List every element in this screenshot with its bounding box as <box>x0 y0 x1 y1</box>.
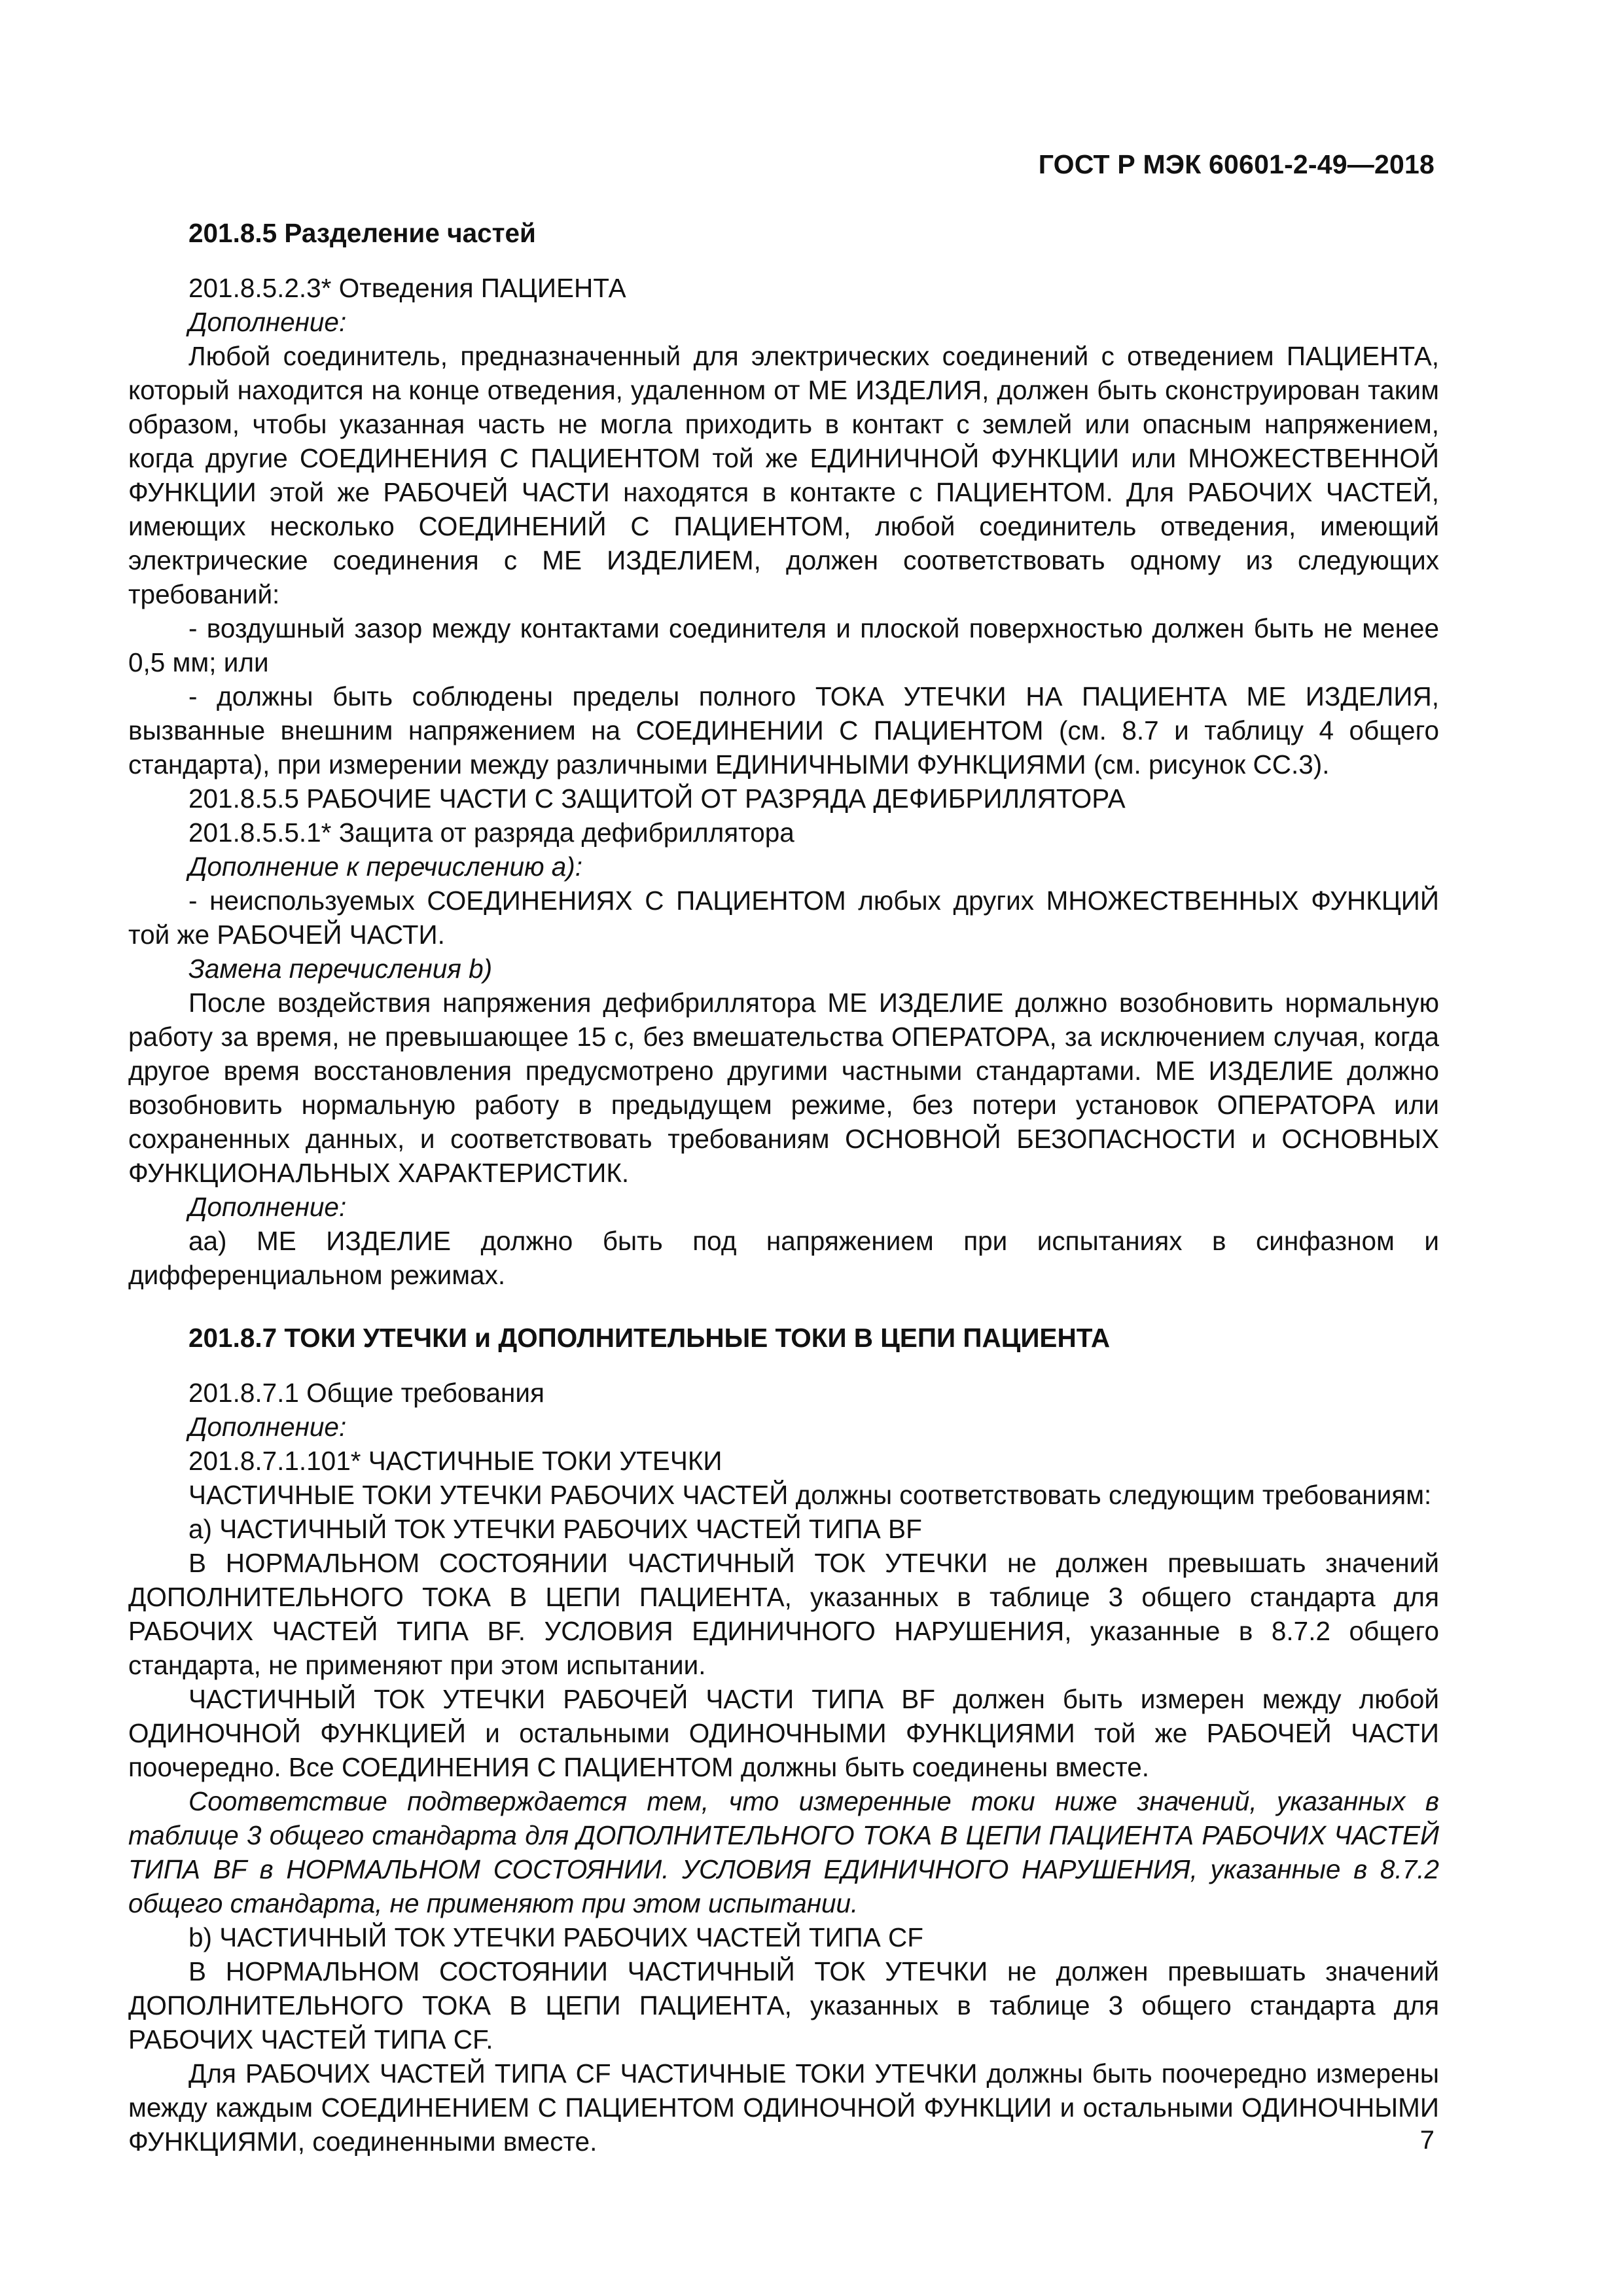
paragraph: В НОРМАЛЬНОМ СОСТОЯНИИ ЧАСТИЧНЫЙ ТОК УТЕЧКИ не должен превышать значений ДОПОЛНИТЕЛЬНОГО ТОКА В ЦЕПИ ПАЦИЕНТА, указанных в таблице 3 общего стандарта для РАБОЧИХ ЧАСТЕЙ ТИПА CF. <box>128 1956 1439 2054</box>
paragraph: аа) МЕ ИЗДЕЛИЕ должно быть под напряжением при испытаниях в синфазном и дифференциальном режимах. <box>128 1226 1439 1290</box>
italic-paragraph: Дополнение: <box>188 307 347 337</box>
paragraph: 201.8.5.5.1* Защита от разряда дефибриллятора <box>188 817 794 848</box>
paragraph: 201.8.5.2.3* Отведения ПАЦИЕНТА <box>188 273 626 303</box>
paragraph: b) ЧАСТИЧНЫЙ ТОК УТЕЧКИ РАБОЧИХ ЧАСТЕЙ ТИПА CF <box>188 1922 924 1952</box>
paragraph: - неиспользуемых СОЕДИНЕНИЯХ С ПАЦИЕНТОМ любых других МНОЖЕСТВЕННЫХ ФУНКЦИЙ той же РАБОЧЕЙ ЧАСТИ. <box>128 886 1439 950</box>
document-header: ГОСТ Р МЭК 60601-2-49—2018 <box>1038 149 1435 179</box>
paragraph: 201.8.7.1.101* ЧАСТИЧНЫЕ ТОКИ УТЕЧКИ <box>188 1446 722 1476</box>
paragraph: Для РАБОЧИХ ЧАСТЕЙ ТИПА CF ЧАСТИЧНЫЕ ТОКИ УТЕЧКИ должны быть поочередно измерены между каждым СОЕДИНЕНИЕМ С ПАЦИЕНТОМ ОДИНОЧНОЙ ФУНКЦИИ и остальными ОДИНОЧНЫМИ ФУНКЦИЯМИ, соединенными вместе. <box>128 2058 1439 2157</box>
paragraph: ЧАСТИЧНЫЙ ТОК УТЕЧКИ РАБОЧЕЙ ЧАСТИ ТИПА BF должен быть измерен между любой ОДИНОЧНОЙ ФУНКЦИЕЙ и остальными ОДИНОЧНЫМИ ФУНКЦИЯМИ той же РАБОЧЕЙ ЧАСТИ поочередно. Все СОЕДИНЕНИЯ С ПАЦИЕНТОМ должны быть соединены вместе. <box>128 1684 1439 1782</box>
section-heading: 201.8.5 Разделение частей <box>188 218 536 248</box>
paragraph: После воздействия напряжения дефибриллятора МЕ ИЗДЕЛИЕ должно возобновить нормальную работу за время, не превышающее 15 с, без вмешательства ОПЕРАТОРА, за исключением случая, когда другое время восстановления предусмотрено другими частными стандартами. МЕ ИЗДЕЛИЕ должно возобновить нормальную работу в предыдущем режиме, без потери установок ОПЕРАТОРА или сохраненных данных, и соответствовать требованиям ОСНОВНОЙ БЕЗОПАСНОСТИ и ОСНОВНЫХ ФУНКЦИОНАЛЬНЫХ ХАРАКТЕРИСТИК. <box>128 988 1439 1188</box>
paragraph: Любой соединитель, предназначенный для электрических соединений с отведением ПАЦИЕНТА, который находится на конце отведения, удаленном от МЕ ИЗДЕЛИЯ, должен быть сконструирован таким образом, чтобы указанная часть не могла приходить в контакт с землей или опасным напряжением, когда другие СОЕДИНЕНИЯ С ПАЦИЕНТОМ той же ЕДИНИЧНОЙ ФУНКЦИИ или МНОЖЕСТВЕННОЙ ФУНКЦИИ этой же РАБОЧЕЙ ЧАСТИ находятся в контакте с ПАЦИЕНТОМ. Для РАБОЧИХ ЧАСТЕЙ, имеющих несколько СОЕДИНЕНИЙ С ПАЦИЕНТОМ, любой соединитель отведения, имеющий электрические соединения с МЕ ИЗДЕЛИЕМ, должен соответствовать одному из следующих требований: <box>128 341 1439 609</box>
italic-paragraph: Дополнение: <box>188 1412 347 1442</box>
italic-paragraph: Дополнение: <box>188 1192 347 1222</box>
paragraph: В НОРМАЛЬНОМ СОСТОЯНИИ ЧАСТИЧНЫЙ ТОК УТЕЧКИ не должен превышать значений ДОПОЛНИТЕЛЬНОГО ТОКА В ЦЕПИ ПАЦИЕНТА, указанных в таблице 3 общего стандарта для РАБОЧИХ ЧАСТЕЙ ТИПА BF. УСЛОВИЯ ЕДИНИЧНОГО НАРУШЕНИЯ, указанные в 8.7.2 общего стандарта, не применяют при этом испытании. <box>128 1548 1439 1680</box>
paragraph: 201.8.5.5 РАБОЧИЕ ЧАСТИ С ЗАЩИТОЙ ОТ РАЗРЯДА ДЕФИБРИЛЛЯТОРА <box>188 783 1126 814</box>
paragraph: а) ЧАСТИЧНЫЙ ТОК УТЕЧКИ РАБОЧИХ ЧАСТЕЙ ТИПА BF <box>188 1514 922 1544</box>
italic-paragraph: Дополнение к перечислению а): <box>188 852 583 882</box>
paragraph: - воздушный зазор между контактами соединителя и плоской поверхностью должен быть не менее 0,5 мм; или <box>128 613 1439 677</box>
italic-paragraph: Замена перечисления b) <box>188 954 493 984</box>
italic-paragraph: Соответствие подтверждается тем, что измеренные токи ниже значений, указанных в таблице 3 общего стандарта для ДОПОЛНИТЕЛЬНОГО ТОКА В ЦЕПИ ПАЦИЕНТА РАБОЧИХ ЧАСТЕЙ ТИПА BF в НОРМАЛЬНОМ СОСТОЯНИИ. УСЛОВИЯ ЕДИНИЧНОГО НАРУШЕНИЯ, указанные в 8.7.2 общего стандарта, не применяют при этом испытании. <box>128 1786 1439 1918</box>
document-body <box>128 216 1439 2159</box>
paragraph: 201.8.7.1 Общие требования <box>188 1378 544 1408</box>
section-heading: 201.8.7 ТОКИ УТЕЧКИ и ДОПОЛНИТЕЛЬНЫЕ ТОКИ В ЦЕПИ ПАЦИЕНТА <box>188 1323 1111 1353</box>
paragraph: ЧАСТИЧНЫЕ ТОКИ УТЕЧКИ РАБОЧИХ ЧАСТЕЙ должны соответствовать следующим требованиям: <box>188 1480 1432 1510</box>
page-number: 7 <box>1419 2126 1435 2155</box>
paragraph: - должны быть соблюдены пределы полного ТОКА УТЕЧКИ НА ПАЦИЕНТА МЕ ИЗДЕЛИЯ, вызванные внешним напряжением на СОЕДИНЕНИИ С ПАЦИЕНТОМ (см. 8.7 и таблицу 4 общего стандарта), при измерении между различными ЕДИНИЧНЫМИ ФУНКЦИЯМИ (см. рисунок СС.3). <box>128 681 1439 780</box>
